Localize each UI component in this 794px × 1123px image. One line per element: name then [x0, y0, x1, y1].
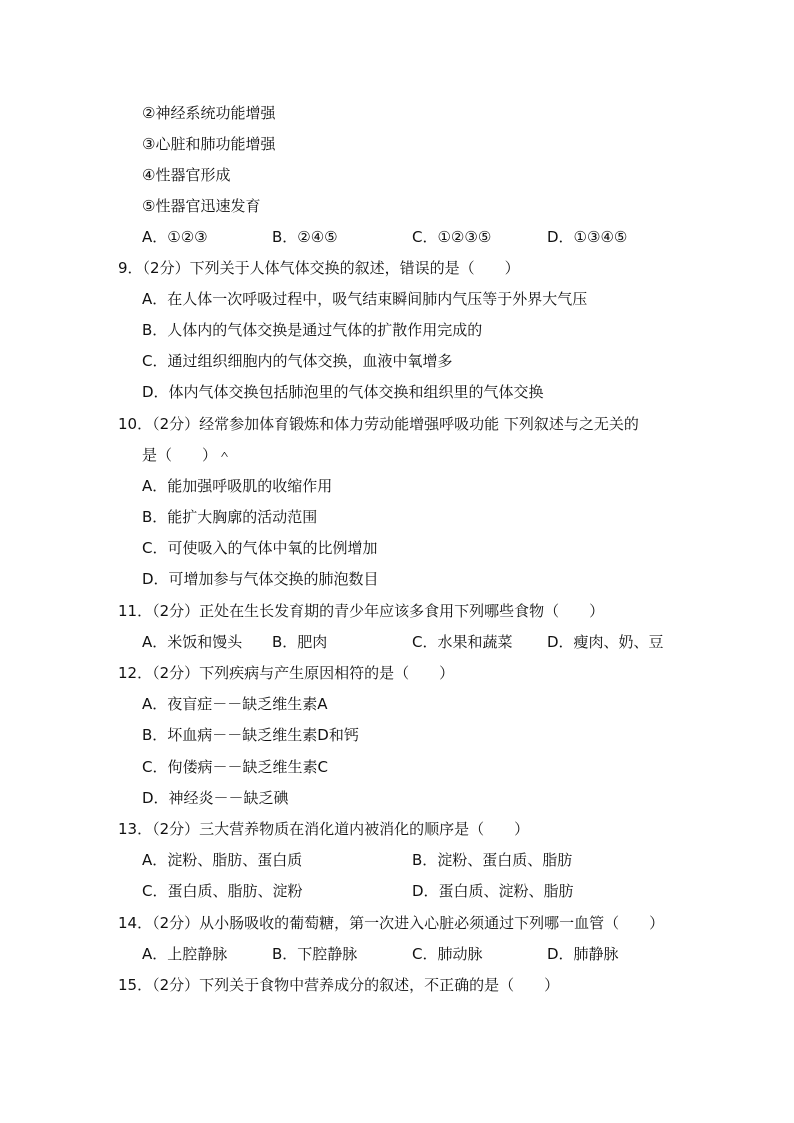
- q13-option-d: D．蛋白质、淀粉、脂肪: [412, 882, 574, 900]
- q10-stem-line1: 10．（2分）经常参加体育锻炼和体力劳动能增强呼吸功能 下列叙述与之无关的: [118, 415, 639, 433]
- q10-option-d: D．可增加参与气体交换的肺泡数目: [142, 570, 379, 588]
- q9-option-d: D．体内气体交换包括肺泡里的气体交换和组织里的气体交换: [142, 383, 544, 401]
- q9-option-c: C．通过组织细胞内的气体交换，血液中氧增多: [142, 352, 453, 370]
- q14-option-d: D．肺静脉: [547, 945, 619, 963]
- q9-option-b: B．人体内的气体交换是通过气体的扩散作用完成的: [142, 321, 483, 339]
- prev-option-a: A．①②③: [142, 228, 208, 246]
- q12-stem: 12．（2分）下列疾病与产生原因相符的是（ ）: [118, 664, 455, 682]
- q15-stem: 15．（2分）下列关于食物中营养成分的叙述，不正确的是（ ）: [118, 976, 560, 994]
- q14-option-c: C．肺动脉: [412, 945, 483, 963]
- prev-option-b: B．②④⑤: [272, 228, 338, 246]
- prev-item-4: ④性器官形成: [142, 166, 231, 184]
- prev-item-3: ③心脏和肺功能增强: [142, 135, 276, 153]
- q12-option-b: B．坏血病－－缺乏维生素D和钙: [142, 726, 359, 744]
- q9-option-a: A．在人体一次呼吸过程中，吸气结束瞬间肺内气压等于外界大气压: [142, 290, 588, 308]
- q13-stem: 13．（2分）三大营养物质在消化道内被消化的顺序是（ ）: [118, 820, 530, 838]
- q14-option-b: B．下腔静脉: [272, 945, 358, 963]
- q11-stem: 11．（2分）正处在生长发育期的青少年应该多食用下列哪些食物（ ）: [118, 602, 605, 620]
- q12-option-d: D．神经炎－－缺乏碘: [142, 789, 289, 807]
- q13-option-a: A．淀粉、脂肪、蛋白质: [142, 851, 303, 869]
- q10-option-a: A．能加强呼吸肌的收缩作用: [142, 477, 333, 495]
- q11-option-c: C．水果和蔬菜: [412, 633, 513, 651]
- prev-option-d: D．①③④⑤: [547, 228, 628, 246]
- q14-stem: 14．（2分）从小肠吸收的葡萄糖，第一次进入心脏必须通过下列哪一血管（ ）: [118, 914, 665, 932]
- q11-option-a: A．米饭和馒头: [142, 633, 243, 651]
- prev-option-c: C．①②③⑤: [412, 228, 492, 246]
- q9-stem: 9．（2分）下列关于人体气体交换的叙述，错误的是（ ）: [118, 259, 520, 277]
- q10-stem-line2: 是（ ）＾: [142, 446, 233, 464]
- q13-option-c: C．蛋白质、脂肪、淀粉: [142, 882, 303, 900]
- prev-item-5: ⑤性器官迅速发育: [142, 197, 261, 215]
- q14-option-a: A．上腔静脉: [142, 945, 228, 963]
- q10-option-c: C．可使吸入的气体中氧的比例增加: [142, 539, 378, 557]
- prev-item-2: ②神经系统功能增强: [142, 104, 276, 122]
- q12-option-a: A．夜盲症－－缺乏维生素A: [142, 695, 328, 713]
- q13-option-b: B．淀粉、蛋白质、脂肪: [412, 851, 573, 869]
- q11-option-d: D．瘦肉、奶、豆: [547, 633, 664, 651]
- q10-option-b: B．能扩大胸廓的活动范围: [142, 508, 318, 526]
- q11-option-b: B．肥肉: [272, 633, 328, 651]
- q12-option-c: C．佝偻病－－缺乏维生素C: [142, 758, 328, 776]
